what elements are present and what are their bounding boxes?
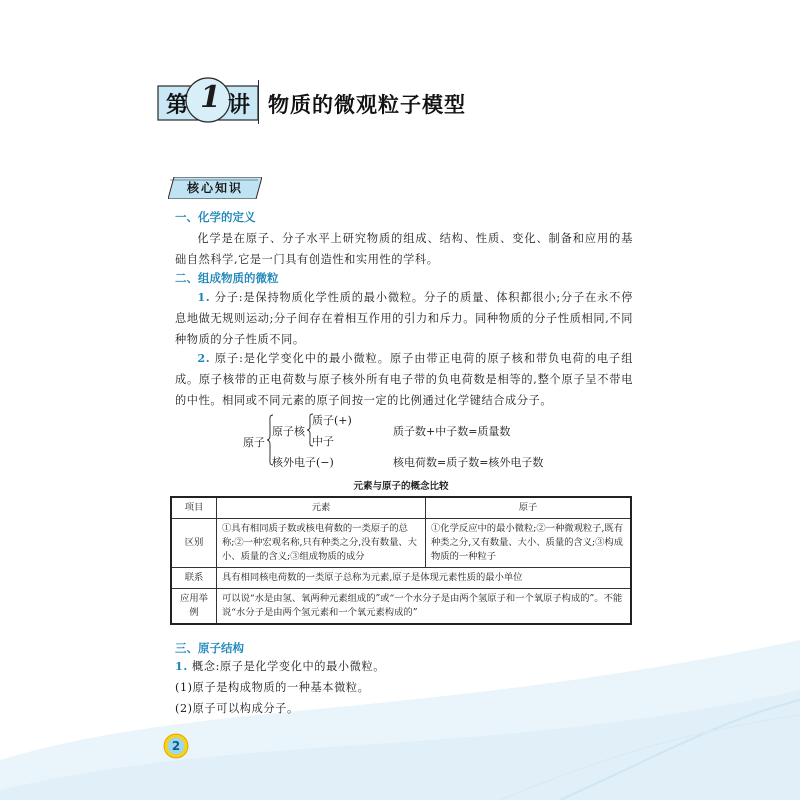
page-number: 2 (171, 739, 181, 753)
cell-example: 可以说“水是由氢、氧两种元素组成的”或“一个水分子是由两个氢原子和一个氧原子构成的”。不能说“水分子是由两个氢元素和一个氧元素构成的” (217, 589, 632, 625)
chapter-suffix: 讲 (228, 93, 251, 118)
molecule-paragraph (175, 287, 633, 350)
definition-text: 化学是在原子、分子水平上研究物质的组成、结构、性质、变化、制备和应用的基础自然科学,它是一门具有创造性和实用性的学科。 (175, 232, 633, 266)
header-element: 元素 (217, 497, 426, 519)
concept-number: 1. (175, 659, 188, 673)
chapter-divider (258, 80, 259, 124)
table-caption: 元素与原子的概念比较 (353, 481, 449, 492)
atom-text: 原子:是化学变化中的最小微粒。原子由带正电荷的原子核和带负电荷的电子组成。原子核带的正电荷数与原子核外所有电子带的负电荷数是相等的,整个原子呈不带电的中性。相同或不同元素的原子间按一定的比例通过化学键结合成分子。 (175, 352, 633, 407)
section-heading-atom-structure: 三、原子结构 (175, 641, 244, 655)
point-1: (1)原子是构成物质的一种基本微粒。 (175, 681, 370, 694)
table-row-difference (171, 519, 631, 568)
row-label-relation: 联系 (171, 568, 217, 589)
concept-line (175, 656, 633, 677)
equation-mass-number: 质子数+中子数=质量数 (393, 425, 511, 438)
atom-number: 2. (197, 351, 211, 365)
row-label-example: 应用举例 (171, 589, 217, 625)
label-neutron: 中子 (312, 435, 334, 448)
header-atom: 原子 (426, 497, 632, 519)
cell-element-difference: ①具有相同质子数或核电荷数的一类原子的总称;②一种宏观名称,只有种类之分,没有数量、大小、质量的含义;③组成物质的成分 (217, 519, 426, 568)
table-header-row (171, 497, 631, 519)
section-heading-definition: 一、化学的定义 (175, 210, 256, 224)
atom-paragraph (175, 348, 633, 411)
label-electron: 核外电子(−) (272, 456, 334, 469)
comparison-table (170, 496, 632, 625)
row-label-difference: 区别 (171, 519, 217, 568)
label-proton: 质子(+) (312, 414, 352, 427)
header-item: 项目 (171, 497, 217, 519)
cell-relation: 具有相同核电荷数的一类原子总称为元素,原子是体现元素性质的最小单位 (217, 568, 632, 589)
cell-atom-difference: ①化学反应中的最小微粒;②一种微观粒子,既有种类之分,又有数量、大小、质量的含义;③构成物质的一种粒子 (426, 519, 632, 568)
core-knowledge-label: 核心知识 (186, 181, 243, 195)
section-heading-particles: 二、组成物质的微粒 (175, 271, 279, 285)
chapter-title: 物质的微观粒子模型 (268, 93, 466, 117)
molecule-text: 分子:是保持物质化学性质的最小微粒。分子的质量、体积都很小;分子在永不停息地做无规则运动;分子间存在着相互作用的引力和斥力。同种物质的分子性质相同,不同种物质的分子性质不同。 (175, 291, 633, 346)
label-nucleus: 原子核 (272, 425, 305, 438)
core-knowledge-badge (168, 177, 262, 199)
equation-nuclear-charge: 核电荷数=质子数=核外电子数 (393, 456, 544, 469)
concept-text: 概念:原子是化学变化中的最小微粒。 (187, 660, 386, 673)
chapter-number: 1 (200, 80, 221, 115)
chapter-prefix: 第 (166, 93, 189, 118)
point-2: (2)原子可以构成分子。 (175, 702, 299, 715)
table-row-relation (171, 568, 631, 589)
label-atom: 原子 (243, 436, 265, 449)
page-number-badge (163, 733, 189, 759)
definition-paragraph (175, 228, 633, 270)
molecule-number: 1. (197, 290, 211, 304)
table-row-example (171, 589, 631, 625)
